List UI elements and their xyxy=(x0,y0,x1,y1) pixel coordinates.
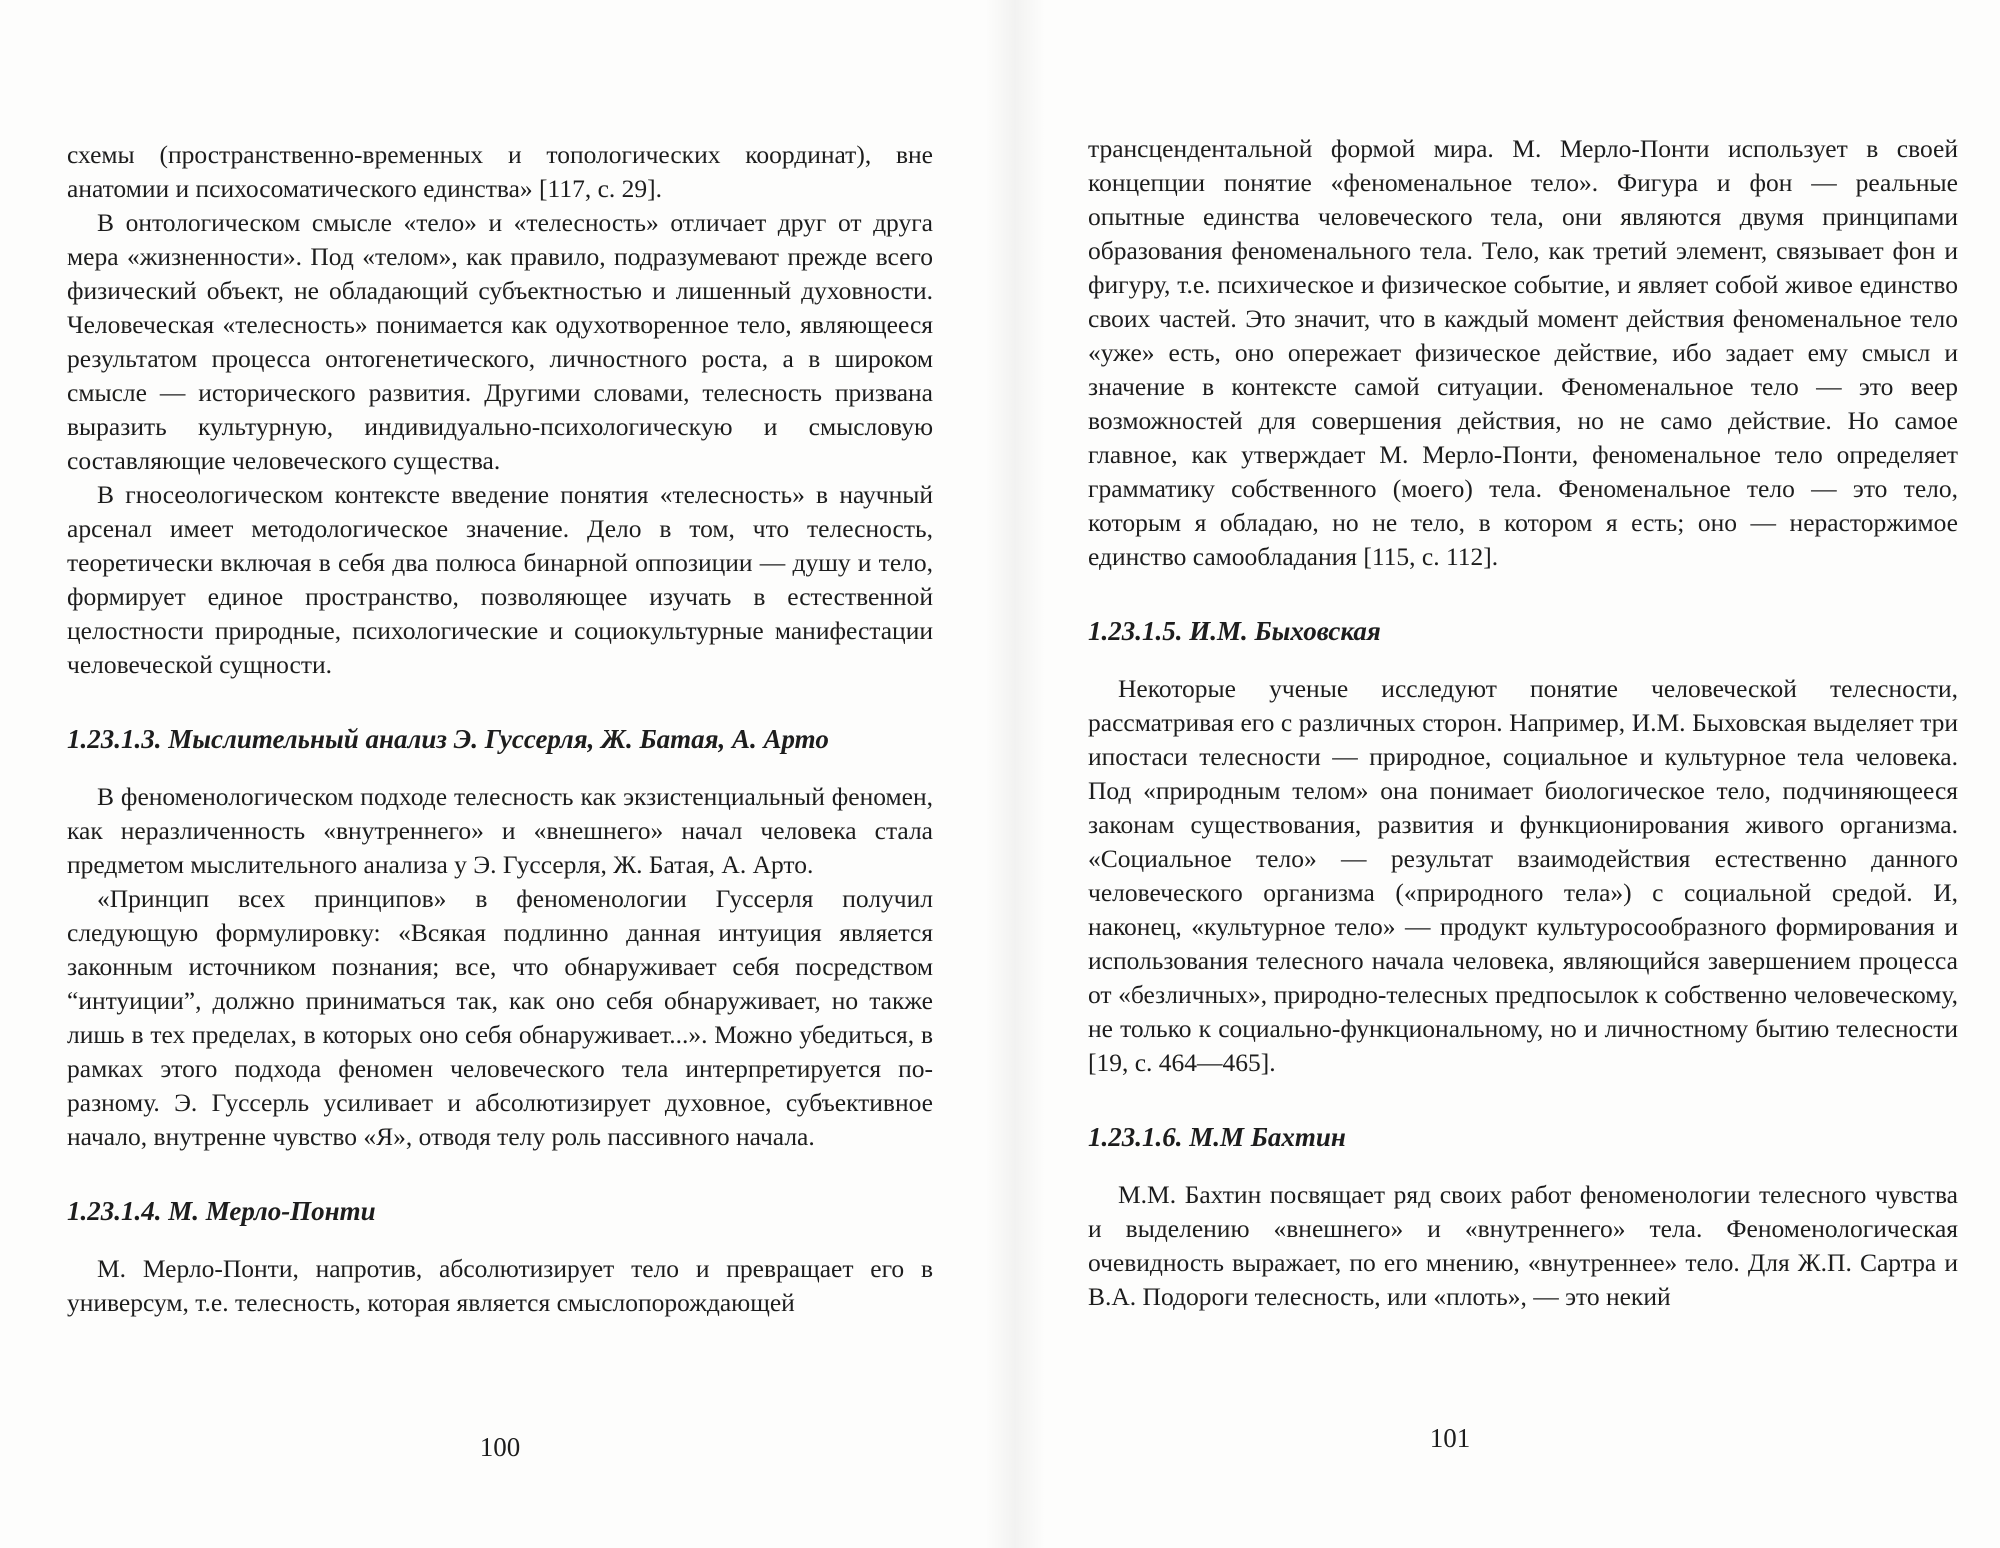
right-page xyxy=(1000,0,2000,1548)
section-heading: 1.23.1.6. М.М Бахтин xyxy=(1088,1122,1346,1152)
left-page-text-column xyxy=(67,138,933,1320)
paragraph: М.М. Бахтин посвящает ряд своих работ феноменологии телесного чувства и выделению «внешнего» и «внутреннего» тела. Феноменологическая очевидность выражает, по его мнению, «внутреннее» тело. Для Ж.П. Сартра и В.А. Подороги телесность, или «плоть», — это некий xyxy=(1088,1180,1958,1311)
paragraph: схемы (пространственно-временных и топологических координат), вне анатомии и психосоматического единства» [117, с. 29]. xyxy=(67,140,933,203)
section-heading: 1.23.1.3. Мыслительный анализ Э. Гуссерля, Ж. Батая, А. Арто xyxy=(67,724,829,754)
paragraph: Некоторые ученые исследуют понятие человеческой телесности, рассматривая его с различных сторон. Например, И.М. Быховская выделяет три ипостаси телесности — природное, социальное и культурное тела человека. Под «природным телом» она понимает биологическое тело, подчиняющееся законам существования, развития и функционирования живого организма. «Социальное тело» — результат взаимодействия естественно данного человеческого организма («природного тела») с социальной средой. И, наконец, «культурное тело» — продукт культуросообразного формирования и использования телесного начала человека, являющийся завершением процесса от «безличных», природно-телесных предпосылок к собственно человеческому, не только к социально-функциональному, но и личностному бытию телесности [19, с. 464—465]. xyxy=(1088,674,1958,1077)
section-heading: 1.23.1.5. И.М. Быховская xyxy=(1088,616,1381,646)
section-heading: 1.23.1.4. М. Мерло-Понти xyxy=(67,1196,376,1226)
paragraph: В онтологическом смысле «тело» и «телесность» отличает друг от друга мера «жизненности». Под «телом», как правило, подразумевают прежде всего физический объект, не обладающий субъектностью и лишенный духовности. Человеческая «телесность» понимается как одухотворенное тело, являющееся результатом процесса онтогенетического, личностного роста, а в широком смысле — исторического развития. Другими словами, телесность призвана выразить культурную, индивидуально-психологическую и смысловую составляющие человеческого существа. xyxy=(67,208,933,475)
page-number: 101 xyxy=(1429,1423,1471,1453)
paragraph: М. Мерло-Понти, напротив, абсолютизирует тело и превращает его в универсум, т.е. телесность, которая является смыслопорождающей xyxy=(67,1254,933,1317)
paragraph: трансцендентальной формой мира. М. Мерло-Понти использует в своей концепции понятие «феноменальное тело». Фигура и фон — реальные опытные единства человеческого тела, они являются двумя принципами образования феноменального тела. Тело, как третий элемент, связывает фон и фигуру, т.е. психическое и физическое событие, и являет собой живое единство своих частей. Это значит, что в каждый момент действия феноменальное тело «уже» есть, оно опережает физическое действие, ибо задает ему смысл и значение в контексте самой ситуации. Феноменальное тело — это веер возможностей для совершения действия, но не само действие. Но самое главное, как утверждает М. Мерло-Понти, феноменальное тело определяет грамматику собственного (моего) тела. Феноменальное тело — это тело, которым я обладаю, но не тело, в котором я есть; оно — нерасторжимое единство самообладания [115, с. 112]. xyxy=(1088,134,1958,571)
paragraph: В гносеологическом контексте введение понятия «телесность» в научный арсенал имеет методологическое значение. Дело в том, что телесность, теоретически включая в себя два полюса бинарной оппозиции — душу и тело, формирует единое пространство, позволяющее изучать в естественной целостности природные, психологические и социокультурные манифестации человеческой сущности. xyxy=(67,480,933,679)
paragraph: «Принцип всех принципов» в феноменологии Гуссерля получил следующую формулировку: «Всякая подлинно данная интуиция является законным источником познания; все, что обнаруживает себя посредством “интуиции”, должно приниматься так, как оно себя обнаруживает, но также лишь в тех пределах, в которых оно себя обнаруживает...». Можно убедиться, в рамках этого подхода феномен человеческого тела интерпретируется по-разному. Э. Гуссерль усиливает и абсолютизирует духовное, субъективное начало, внутренне чувство «Я», отводя телу роль пассивного начала. xyxy=(67,884,933,1151)
right-page-text-column xyxy=(1088,132,1958,1314)
page-number: 100 xyxy=(479,1432,521,1462)
paragraph: В феноменологическом подходе телесность как экзистенциальный феномен, как неразличенность «внутреннего» и «внешнего» начал человека стала предметом мыслительного анализа у Э. Гуссерля, Ж. Батая, А. Арто. xyxy=(67,782,933,879)
